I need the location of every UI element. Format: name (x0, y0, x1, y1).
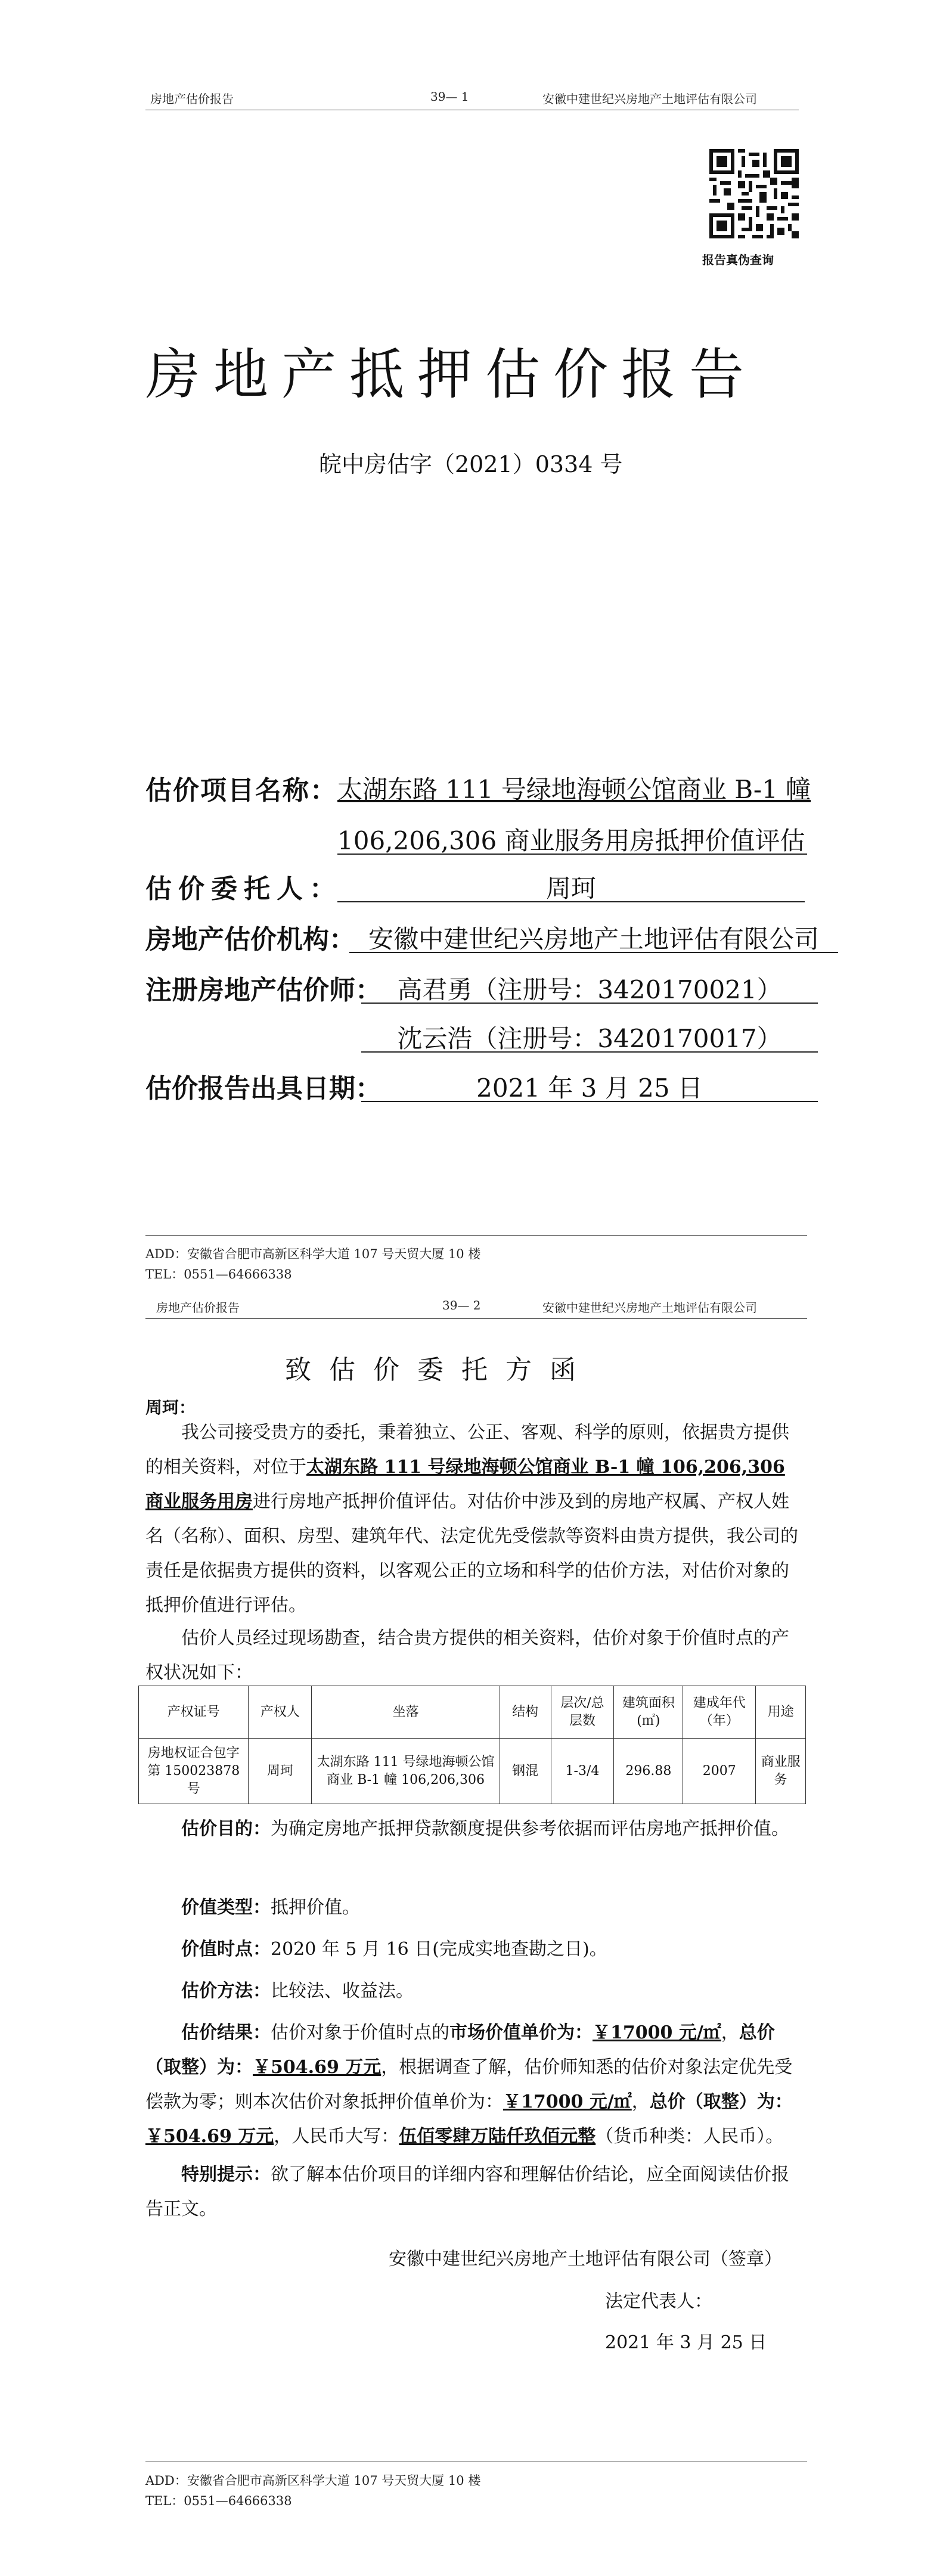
appraiser-label: 注册房地产估价师： (145, 975, 381, 1005)
result-text-6: （货币种类：人民币）。 (595, 2126, 784, 2147)
qr-code-icon[interactable] (709, 149, 799, 238)
result-text-1: 估价对象于价值时点的 (271, 2022, 449, 2043)
result-mortgage-total-label: 总价（取整）为： (649, 2091, 793, 2112)
result-paragraph (145, 2016, 805, 2154)
cell-year: 2007 (683, 1739, 756, 1804)
result-text-5: ，人民币大写： (274, 2126, 399, 2147)
cell-area: 296.88 (614, 1739, 683, 1804)
para1-text-a: 我公司接受贵方的委托，秉着独立、公正、客观、科学的原则，依据贵方提供的相关资料，对位于 (145, 1422, 789, 1478)
purpose-text: 为确定房地产抵押贷款额度提供参考依据而评估房地产抵押价值。 (271, 1818, 789, 1839)
property-table (138, 1686, 806, 1804)
page1-footer-address: ADD：安徽省合肥市高新区科学大道 107 号天贸大厦 10 楼 (145, 1247, 481, 1261)
table-row (139, 1739, 806, 1804)
cell-structure: 钢混 (500, 1739, 551, 1804)
value-date-label: 价值时点： (181, 1939, 271, 1960)
result-market-total-label: 总价（取整）为： (145, 2022, 775, 2078)
method-paragraph (145, 1974, 805, 2009)
signature-date: 2021 年 3 月 25 日 (605, 2332, 767, 2353)
result-market-unit-price: ￥17000 元/㎡ (593, 2022, 721, 2043)
appraiser-2-underline (361, 1051, 818, 1053)
result-text-2: ， (721, 2022, 739, 2043)
method-label: 估价方法： (181, 1981, 271, 2001)
page2-header-left: 房地产估价报告 (156, 1301, 240, 1315)
cell-use: 商业服务 (756, 1739, 806, 1804)
page1-header-left: 房地产估价报告 (150, 92, 234, 106)
report-title: 房地产抵押估价报告 (145, 343, 758, 406)
col-year: 建成年代（年） (683, 1686, 756, 1739)
page1-header-page: 39— 1 (430, 89, 469, 104)
purpose-paragraph (145, 1812, 805, 1846)
client-label: 估价委托人： (145, 874, 342, 904)
page1-footer-tel: TEL：0551—64666338 (145, 1267, 292, 1281)
purpose-label: 估价目的： (181, 1818, 271, 1839)
method-text: 比较法、收益法。 (271, 1981, 414, 2001)
col-location: 坐落 (312, 1686, 500, 1739)
date-value: 2021 年 3 月 25 日 (476, 1073, 703, 1103)
page2-header-page: 39— 2 (442, 1298, 481, 1312)
agency-value: 安徽中建世纪兴房地产土地评估有限公司 (368, 924, 819, 954)
page1-header-right: 安徽中建世纪兴房地产土地评估有限公司 (542, 92, 757, 106)
page1-footer-rule (145, 1235, 807, 1236)
cell-location: 太湖东路 111 号绿地海顿公馆商业 B-1 幢 106,206,306 (312, 1739, 500, 1804)
col-cert: 产权证号 (139, 1686, 249, 1739)
result-market-total: ￥504.69 万元 (253, 2057, 381, 2078)
signature-representative: 法定代表人： (605, 2291, 712, 2312)
agency-underline (349, 952, 838, 953)
paragraph-2: 估价人员经过现场勘查，结合贵方提供的相关资料，估价对象于价值时点的产权状况如下： (145, 1628, 789, 1683)
value-type-paragraph (145, 1891, 805, 1925)
page2-header-rule (145, 1318, 807, 1319)
value-type-label: 价值类型： (181, 1897, 271, 1918)
project-value-line1: 太湖东路 111 号绿地海顿公馆商业 B-1 幢 (337, 775, 811, 804)
col-floor: 层次/总层数 (551, 1686, 614, 1739)
para1-property: 太湖东路 111 号绿地海顿公馆商业 B-1 幢 106,206,306 商业服务用房 (145, 1457, 785, 1512)
cell-floor: 1-3/4 (551, 1739, 614, 1804)
project-underline (337, 854, 807, 855)
result-text-4: ， (631, 2091, 650, 2112)
result-market-unit-label: 市场价值单价为： (449, 2022, 593, 2043)
appraiser-2: 沈云浩（注册号：3420170017） (397, 1024, 782, 1053)
result-amount-in-words: 伍佰零肆万陆仟玖佰元整 (399, 2126, 596, 2147)
appraiser-1-underline (361, 1003, 818, 1004)
para1-text-c: 进行房地产抵押价值评估。对估价中涉及到的房地产权属、产权人姓名（名称）、面积、房型、建筑年代、法定优先受偿款等资料由贵方提供，我公司的责任是依据贵方提供的资料，以客观公正的立场和科学的估价方法，对估价对象的抵押价值进行评估。 (145, 1491, 798, 1616)
agency-label: 房地产估价机构： (145, 924, 355, 955)
date-label: 估价报告出具日期： (145, 1073, 381, 1104)
client-underline (337, 901, 805, 902)
notice-paragraph (145, 2158, 805, 2227)
col-area: 建筑面积(㎡) (614, 1686, 683, 1739)
notice-label: 特别提示： (181, 2164, 271, 2185)
result-label: 估价结果： (181, 2022, 271, 2043)
result-mortgage-total: ￥504.69 万元 (145, 2126, 274, 2147)
salutation: 周珂： (145, 1398, 196, 1417)
value-type-text: 抵押价值。 (271, 1897, 360, 1918)
result-text-3: ，根据调查了解，估价师知悉的估价对象法定优先受偿款为零；则本次估价对象抵押价值单价为： (145, 2057, 793, 2112)
project-value-line2: 106,206,306 商业服务用房抵押价值评估 (337, 826, 805, 855)
col-owner: 产权人 (249, 1686, 312, 1739)
cell-owner: 周珂 (249, 1739, 312, 1804)
page2-footer-address: ADD：安徽省合肥市高新区科学大道 107 号天贸大厦 10 楼 (145, 2473, 481, 2488)
col-structure: 结构 (500, 1686, 551, 1739)
appraiser-1: 高君勇（注册号：3420170021） (397, 975, 782, 1004)
col-use: 用途 (756, 1686, 806, 1739)
document-number: 皖中房估字（2021）0334 号 (319, 451, 623, 477)
client-value: 周珂 (545, 874, 596, 903)
signature-company: 安徽中建世纪兴房地产土地评估有限公司（签章） (389, 2249, 782, 2270)
letter-title: 致估价委托方函 (285, 1355, 594, 1385)
result-mortgage-unit-price: ￥17000 元/㎡ (503, 2091, 632, 2112)
cell-cert: 房地权证合包字第 150023878 号 (139, 1739, 249, 1804)
value-date-paragraph (145, 1932, 805, 1967)
qr-caption: 报告真伪查询 (702, 253, 774, 267)
table-header-row (139, 1686, 806, 1739)
page2-header-right: 安徽中建世纪兴房地产土地评估有限公司 (542, 1301, 757, 1315)
page2-footer-tel: TEL：0551—64666338 (145, 2494, 292, 2508)
paragraph-1 (145, 1416, 805, 1623)
value-date-text: 2020 年 5 月 16 日(完成实地查勘之日)。 (271, 1939, 607, 1960)
notice-text: 欲了解本估价项目的详细内容和理解估价结论，应全面阅读估价报告正文。 (145, 2164, 789, 2220)
project-label: 估价项目名称： (145, 775, 337, 806)
date-underline (361, 1101, 818, 1102)
